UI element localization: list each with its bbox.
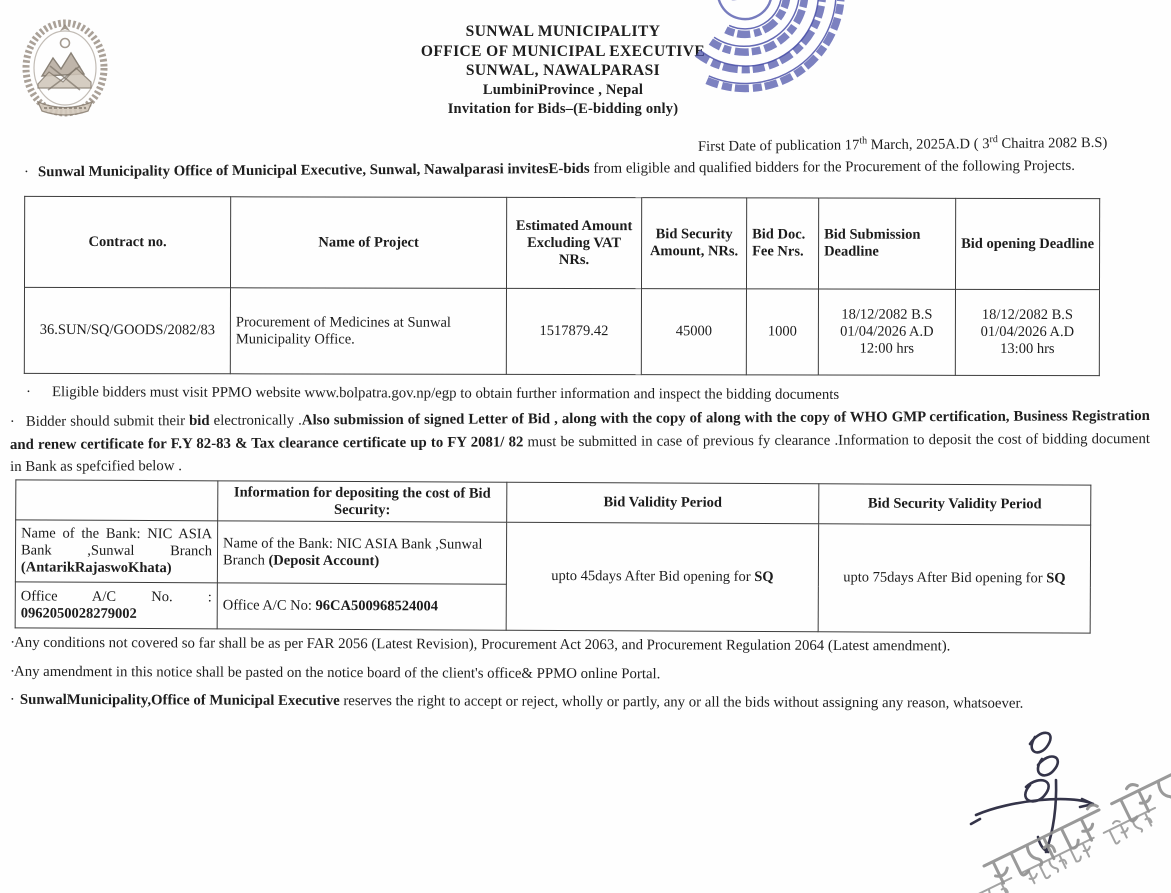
bank-table-header-row <box>16 480 1091 525</box>
intro-bullet: · <box>23 164 29 181</box>
condition-amendment-bullet: · <box>9 663 15 680</box>
cell-bid-security: 45000 <box>641 289 746 375</box>
place-line: SUNWAL, NAWALPARASI <box>465 62 661 79</box>
submission-n1: Bidder should submit their <box>21 413 190 430</box>
cell-contract-no: 36.SUN/SQ/GOODS/2082/83 <box>24 287 230 373</box>
col-project-name: Name of Project <box>230 197 506 289</box>
bank-validity-table <box>15 479 1092 633</box>
notice-title: Invitation for Bids–(E-bidding only) <box>447 101 679 117</box>
province-line: LumbiniProvince , Nepal <box>482 81 644 98</box>
signature-block <box>880 722 1171 893</box>
col-deposit-info: Information for depositing the cost of Bid Security: <box>218 481 507 522</box>
col-empty <box>16 480 218 521</box>
officer-name-stamp-icon <box>980 756 1171 889</box>
condition-far-text: Any conditions not covered so far shall be as per FAR 2056 (Latest Revision), Procurement Act 2063, and Procurement Regulation 2064 (Latest amendment). <box>14 634 951 655</box>
condition-far <box>10 633 1056 659</box>
col-bid-validity: Bid Validity Period <box>507 482 819 524</box>
publication-date-line <box>698 133 1107 156</box>
submission-n3: must be submitted in case of previous fy clearance .Information to deposit the cost of bidding document in Bank as spefcified below . <box>10 430 1151 475</box>
submission-b1: bid <box>189 412 210 430</box>
bank1-bold: (AntarikRajaswoKhata) <box>20 559 172 577</box>
submission-time: 12:00 hrs <box>859 340 915 357</box>
opening-date-ad: 01/04/2026 A.D <box>980 323 1075 341</box>
pub-mid: March, 2025A.D ( 3 <box>866 136 990 154</box>
pub-sup-rd: rd <box>989 134 998 146</box>
cell-office-ac-2 <box>217 583 506 630</box>
cell-opening-deadline <box>955 289 1099 375</box>
condition-rights <box>10 690 1160 716</box>
closing-conditions <box>10 633 1160 723</box>
col-bid-doc-fee: Bid Doc. Fee Nrs. <box>746 198 818 289</box>
pub-suffix: Chaitra 2082 B.S) <box>997 134 1108 152</box>
col-submission-deadline: Bid Submission Deadline <box>818 198 955 289</box>
ac1-value: 0962050028279002 <box>20 604 137 622</box>
col-contract-no: Contract no. <box>24 196 230 287</box>
condition-far-bullet: · <box>10 634 16 651</box>
office-line: OFFICE OF MUNICIPAL EXECUTIVE <box>420 42 706 60</box>
cell-bank-deposit <box>217 521 506 584</box>
col-bid-security-validity: Bid Security Validity Period <box>819 484 1091 525</box>
intro-bold-text: Sunwal Municipality Office of Municipal Executive, Sunwal, Nawalparasi invitesE-bids <box>37 160 590 181</box>
pub-sup-th: th <box>858 135 867 147</box>
cell-bid-doc-fee: 1000 <box>746 289 818 375</box>
eligible-bidders-note <box>26 381 1126 407</box>
signature-ink-icon <box>971 733 1093 852</box>
bank2-bold: (Deposit Account) <box>268 552 380 569</box>
ac2-value: 96CA500968524004 <box>315 597 439 615</box>
cell-office-ac-1 <box>15 582 217 629</box>
condition-amendment <box>10 661 1160 687</box>
ac1-label: Office A/C No. : <box>20 587 212 605</box>
ac2-label: Office A/C No: <box>222 597 316 614</box>
cell-project-name: Procurement of Medicines at Sunwal Municipality Office. <box>230 288 506 375</box>
org-name-line: SUNWAL MUNICIPALITY <box>465 23 661 40</box>
col-bid-security: Bid Security Amount, NRs. <box>641 198 746 289</box>
submission-requirements-paragraph <box>10 405 1150 478</box>
eligible-text: Eligible bidders must visit PPMO website www.bolpatra.gov.np/egp to obtain further information and inspect the bidding documents <box>51 384 840 403</box>
eligible-bullet: · <box>25 384 31 401</box>
officer-title-stamp-icon <box>958 803 1162 893</box>
condition-rights-text: reserves the right to accept or reject, wholly or partly, any or all the bids without assigning any reason, whatsoever. <box>339 693 1024 712</box>
submission-date-ad: 01/04/2026 A.D <box>840 323 934 340</box>
cell-security-validity <box>818 524 1091 633</box>
condition-rights-bold: SunwalMunicipality,Office of Municipal Executive <box>19 691 340 710</box>
cell-submission-deadline <box>818 289 955 375</box>
col-opening-deadline: Bid opening Deadline <box>955 198 1099 289</box>
submission-b2: Also submission of signed Letter of Bid , along with the copy of along with the copy of WHO GMP certification, Business Registration and renew certificate for F.Y 82-83 & Tax clearance certificate up to FY 2081/ 82 <box>9 408 1150 453</box>
bank2-text: Name of the Bank: NIC ASIA Bank ,Sunwal Branch <box>222 534 483 569</box>
bid-validity-bold: SQ <box>754 568 774 586</box>
col-estimated-amount: Estimated Amount Excluding VAT NRs. <box>506 197 641 288</box>
security-validity-text: upto 75days After Bid opening for <box>843 569 1047 587</box>
security-validity-bold: SQ <box>1046 570 1066 587</box>
condition-rights-bullet: · <box>9 691 15 708</box>
cell-estimated-amount: 1517879.42 <box>506 288 641 374</box>
submission-date-bs: 18/12/2082 B.S <box>841 306 933 323</box>
pub-prefix: First Date of publication 17 <box>697 137 860 155</box>
intro-rest-text: from eligible and qualified bidders for the Procurement of the following Projects. <box>589 157 1075 177</box>
submission-bullet: · <box>9 413 15 430</box>
opening-time: 13:00 hrs <box>1000 340 1055 358</box>
project-row <box>24 287 1099 375</box>
bank1-text: Name of the Bank: NIC ASIA Bank ,Sunwal Branch <box>20 525 213 560</box>
letterhead <box>0 22 1126 120</box>
bank-row-1 <box>15 520 1090 587</box>
projects-table <box>24 196 1100 376</box>
intro-paragraph <box>24 155 1104 184</box>
bid-validity-text: upto 45days After Bid opening for <box>551 567 755 585</box>
cell-bank-rajaswo <box>15 520 217 583</box>
submission-n2: electronically . <box>209 412 302 429</box>
projects-table-header-row <box>24 196 1099 289</box>
cell-bid-validity <box>506 522 819 632</box>
condition-amendment-text: Any amendment in this notice shall be pasted on the notice board of the client's office& PPMO online Portal. <box>13 663 661 682</box>
opening-date-bs: 18/12/2082 B.S <box>981 306 1073 324</box>
